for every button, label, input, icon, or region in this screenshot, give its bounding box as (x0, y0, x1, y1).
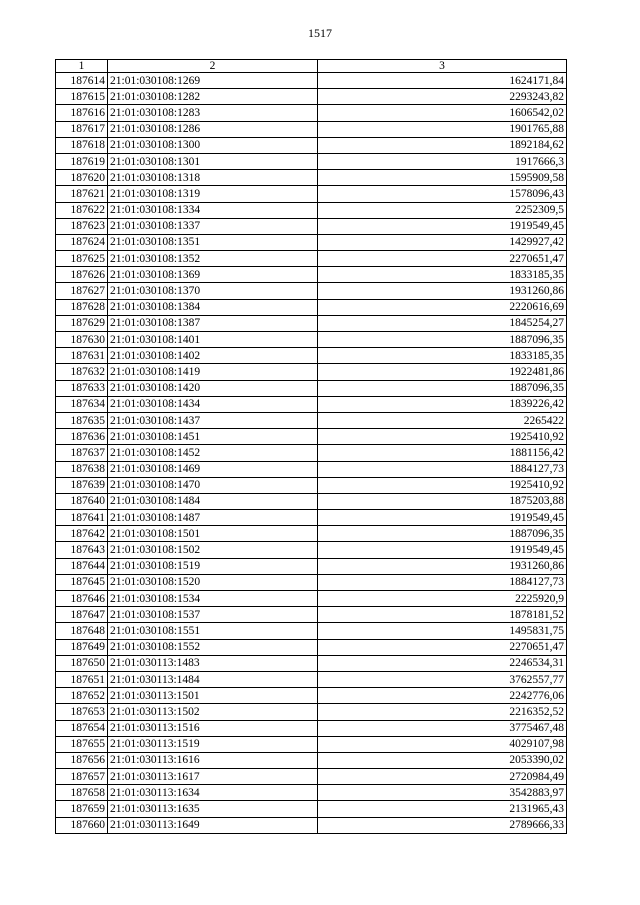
value-cell: 1624171,84 (318, 73, 567, 89)
table-row (56, 429, 567, 445)
table-row (56, 412, 567, 428)
value-cell: 1925410,92 (318, 477, 567, 493)
row-number-cell: 187652 (56, 688, 108, 704)
table-row (56, 153, 567, 169)
cadastral-number-cell: 21:01:030108:1434 (108, 396, 318, 412)
cadastral-number-cell: 21:01:030113:1519 (108, 736, 318, 752)
table-row (56, 542, 567, 558)
cadastral-number-cell: 21:01:030108:1401 (108, 332, 318, 348)
cadastral-number-cell: 21:01:030113:1649 (108, 817, 318, 833)
cadastral-number-cell: 21:01:030108:1520 (108, 574, 318, 590)
table-row (56, 218, 567, 234)
value-cell: 2242776,06 (318, 688, 567, 704)
cadastral-number-cell: 21:01:030113:1484 (108, 671, 318, 687)
row-number-cell: 187625 (56, 251, 108, 267)
table-row (56, 170, 567, 186)
table-row (56, 348, 567, 364)
value-cell: 3542883,97 (318, 785, 567, 801)
row-number-cell: 187647 (56, 607, 108, 623)
value-cell: 1887096,35 (318, 526, 567, 542)
row-number-cell: 187646 (56, 591, 108, 607)
table-row (56, 202, 567, 218)
table-row (56, 445, 567, 461)
cadastral-number-cell: 21:01:030113:1502 (108, 704, 318, 720)
value-cell: 1931260,86 (318, 558, 567, 574)
cadastral-number-cell: 21:01:030108:1451 (108, 429, 318, 445)
row-number-cell: 187637 (56, 445, 108, 461)
table-row (56, 655, 567, 671)
cadastral-number-cell: 21:01:030113:1483 (108, 655, 318, 671)
table-row (56, 510, 567, 526)
value-cell: 1884127,73 (318, 461, 567, 477)
row-number-cell: 187657 (56, 769, 108, 785)
value-cell: 2270651,47 (318, 251, 567, 267)
cadastral-number-cell: 21:01:030108:1283 (108, 105, 318, 121)
cadastral-number-cell: 21:01:030108:1484 (108, 493, 318, 509)
value-cell: 1925410,92 (318, 429, 567, 445)
table-row (56, 234, 567, 250)
row-number-cell: 187658 (56, 785, 108, 801)
row-number-cell: 187653 (56, 704, 108, 720)
value-cell: 3775467,48 (318, 720, 567, 736)
value-cell: 1919549,45 (318, 542, 567, 558)
row-number-cell: 187638 (56, 461, 108, 477)
value-cell: 2053390,02 (318, 752, 567, 768)
value-cell: 2789666,33 (318, 817, 567, 833)
value-cell: 1875203,88 (318, 493, 567, 509)
value-cell: 1878181,52 (318, 607, 567, 623)
column-header-2: 2 (108, 60, 318, 73)
row-number-cell: 187642 (56, 526, 108, 542)
table-row (56, 526, 567, 542)
table-row (56, 89, 567, 105)
cadastral-number-cell: 21:01:030113:1634 (108, 785, 318, 801)
table-row (56, 623, 567, 639)
table-row (56, 299, 567, 315)
row-number-cell: 187644 (56, 558, 108, 574)
row-number-cell: 187641 (56, 510, 108, 526)
value-cell: 1578096,43 (318, 186, 567, 202)
row-number-cell: 187640 (56, 493, 108, 509)
value-cell: 4029107,98 (318, 736, 567, 752)
row-number-cell: 187628 (56, 299, 108, 315)
table-row (56, 332, 567, 348)
table-row (56, 801, 567, 817)
value-cell: 2252309,5 (318, 202, 567, 218)
cadastral-number-cell: 21:01:030108:1301 (108, 153, 318, 169)
table-row (56, 607, 567, 623)
table-row (56, 591, 567, 607)
row-number-cell: 187619 (56, 153, 108, 169)
table-row (56, 283, 567, 299)
value-cell: 2265422 (318, 412, 567, 428)
value-cell: 1892184,62 (318, 137, 567, 153)
value-cell: 1931260,86 (318, 283, 567, 299)
data-table (55, 59, 567, 834)
value-cell: 1887096,35 (318, 380, 567, 396)
row-number-cell: 187634 (56, 396, 108, 412)
table-row (56, 315, 567, 331)
page-number: 1517 (308, 26, 332, 40)
cadastral-number-cell: 21:01:030113:1501 (108, 688, 318, 704)
value-cell: 3762557,77 (318, 671, 567, 687)
row-number-cell: 187623 (56, 218, 108, 234)
table-row (56, 574, 567, 590)
table-row (56, 186, 567, 202)
table-row (56, 251, 567, 267)
value-cell: 1901765,88 (318, 121, 567, 137)
table-row (56, 364, 567, 380)
value-cell: 1884127,73 (318, 574, 567, 590)
cadastral-number-cell: 21:01:030108:1351 (108, 234, 318, 250)
cadastral-number-cell: 21:01:030108:1370 (108, 283, 318, 299)
table-row (56, 752, 567, 768)
value-cell: 1881156,42 (318, 445, 567, 461)
cadastral-number-cell: 21:01:030108:1300 (108, 137, 318, 153)
cadastral-number-cell: 21:01:030108:1519 (108, 558, 318, 574)
table-row (56, 639, 567, 655)
row-number-cell: 187626 (56, 267, 108, 283)
row-number-cell: 187618 (56, 137, 108, 153)
row-number-cell: 187629 (56, 315, 108, 331)
column-header-3: 3 (318, 60, 567, 73)
value-cell: 1922481,86 (318, 364, 567, 380)
row-number-cell: 187631 (56, 348, 108, 364)
cadastral-number-cell: 21:01:030108:1334 (108, 202, 318, 218)
value-cell: 1495831,75 (318, 623, 567, 639)
value-cell: 1833185,35 (318, 267, 567, 283)
row-number-cell: 187616 (56, 105, 108, 121)
row-number-cell: 187645 (56, 574, 108, 590)
cadastral-number-cell: 21:01:030108:1452 (108, 445, 318, 461)
value-cell: 1839226,42 (318, 396, 567, 412)
table-row (56, 671, 567, 687)
table-row (56, 558, 567, 574)
row-number-cell: 187659 (56, 801, 108, 817)
row-number-cell: 187627 (56, 283, 108, 299)
row-number-cell: 187615 (56, 89, 108, 105)
cadastral-number-cell: 21:01:030108:1501 (108, 526, 318, 542)
value-cell: 1887096,35 (318, 332, 567, 348)
cadastral-number-cell: 21:01:030108:1470 (108, 477, 318, 493)
cadastral-number-cell: 21:01:030108:1384 (108, 299, 318, 315)
table-row (56, 380, 567, 396)
table-body (56, 73, 567, 834)
table-row (56, 105, 567, 121)
table-row (56, 396, 567, 412)
cadastral-number-cell: 21:01:030113:1516 (108, 720, 318, 736)
row-number-cell: 187620 (56, 170, 108, 186)
cadastral-number-cell: 21:01:030108:1352 (108, 251, 318, 267)
table-row (56, 137, 567, 153)
row-number-cell: 187643 (56, 542, 108, 558)
cadastral-number-cell: 21:01:030113:1635 (108, 801, 318, 817)
row-number-cell: 187651 (56, 671, 108, 687)
row-number-cell: 187650 (56, 655, 108, 671)
value-cell: 1919549,45 (318, 510, 567, 526)
value-cell: 2216352,52 (318, 704, 567, 720)
cadastral-number-cell: 21:01:030108:1552 (108, 639, 318, 655)
row-number-cell: 187660 (56, 817, 108, 833)
value-cell: 1833185,35 (318, 348, 567, 364)
cadastral-number-cell: 21:01:030108:1337 (108, 218, 318, 234)
row-number-cell: 187639 (56, 477, 108, 493)
cadastral-number-cell: 21:01:030108:1437 (108, 412, 318, 428)
cadastral-number-cell: 21:01:030108:1402 (108, 348, 318, 364)
value-cell: 1595909,58 (318, 170, 567, 186)
table-row (56, 704, 567, 720)
value-cell: 1845254,27 (318, 315, 567, 331)
cadastral-number-cell: 21:01:030108:1419 (108, 364, 318, 380)
table-row (56, 461, 567, 477)
row-number-cell: 187635 (56, 412, 108, 428)
column-header-1: 1 (56, 60, 108, 73)
row-number-cell: 187633 (56, 380, 108, 396)
cadastral-number-cell: 21:01:030108:1286 (108, 121, 318, 137)
row-number-cell: 187654 (56, 720, 108, 736)
cadastral-number-cell: 21:01:030108:1487 (108, 510, 318, 526)
value-cell: 2220616,69 (318, 299, 567, 315)
cadastral-number-cell: 21:01:030108:1318 (108, 170, 318, 186)
value-cell: 2131965,43 (318, 801, 567, 817)
row-number-cell: 187632 (56, 364, 108, 380)
table-row (56, 477, 567, 493)
table-row (56, 267, 567, 283)
row-number-cell: 187655 (56, 736, 108, 752)
cadastral-number-cell: 21:01:030108:1537 (108, 607, 318, 623)
cadastral-number-cell: 21:01:030108:1469 (108, 461, 318, 477)
row-number-cell: 187656 (56, 752, 108, 768)
cadastral-number-cell: 21:01:030108:1319 (108, 186, 318, 202)
table-header-row (56, 60, 567, 73)
table-row (56, 688, 567, 704)
value-cell: 2246534,31 (318, 655, 567, 671)
value-cell: 2225920,9 (318, 591, 567, 607)
cadastral-number-cell: 21:01:030113:1616 (108, 752, 318, 768)
cadastral-number-cell: 21:01:030113:1617 (108, 769, 318, 785)
row-number-cell: 187617 (56, 121, 108, 137)
value-cell: 2720984,49 (318, 769, 567, 785)
table-row (56, 817, 567, 833)
row-number-cell: 187649 (56, 639, 108, 655)
cadastral-number-cell: 21:01:030108:1534 (108, 591, 318, 607)
cadastral-number-cell: 21:01:030108:1369 (108, 267, 318, 283)
row-number-cell: 187614 (56, 73, 108, 89)
row-number-cell: 187648 (56, 623, 108, 639)
cadastral-number-cell: 21:01:030108:1551 (108, 623, 318, 639)
table-row (56, 121, 567, 137)
value-cell: 2293243,82 (318, 89, 567, 105)
cadastral-number-cell: 21:01:030108:1282 (108, 89, 318, 105)
row-number-cell: 187636 (56, 429, 108, 445)
cadastral-number-cell: 21:01:030108:1387 (108, 315, 318, 331)
row-number-cell: 187621 (56, 186, 108, 202)
value-cell: 2270651,47 (318, 639, 567, 655)
table-row (56, 785, 567, 801)
value-cell: 1919549,45 (318, 218, 567, 234)
row-number-cell: 187630 (56, 332, 108, 348)
row-number-cell: 187624 (56, 234, 108, 250)
cadastral-number-cell: 21:01:030108:1502 (108, 542, 318, 558)
cadastral-number-cell: 21:01:030108:1269 (108, 73, 318, 89)
value-cell: 1606542,02 (318, 105, 567, 121)
table-row (56, 493, 567, 509)
table-row (56, 720, 567, 736)
row-number-cell: 187622 (56, 202, 108, 218)
cadastral-number-cell: 21:01:030108:1420 (108, 380, 318, 396)
table-row (56, 73, 567, 89)
table-row (56, 736, 567, 752)
value-cell: 1917666,3 (318, 153, 567, 169)
table-row (56, 769, 567, 785)
value-cell: 1429927,42 (318, 234, 567, 250)
